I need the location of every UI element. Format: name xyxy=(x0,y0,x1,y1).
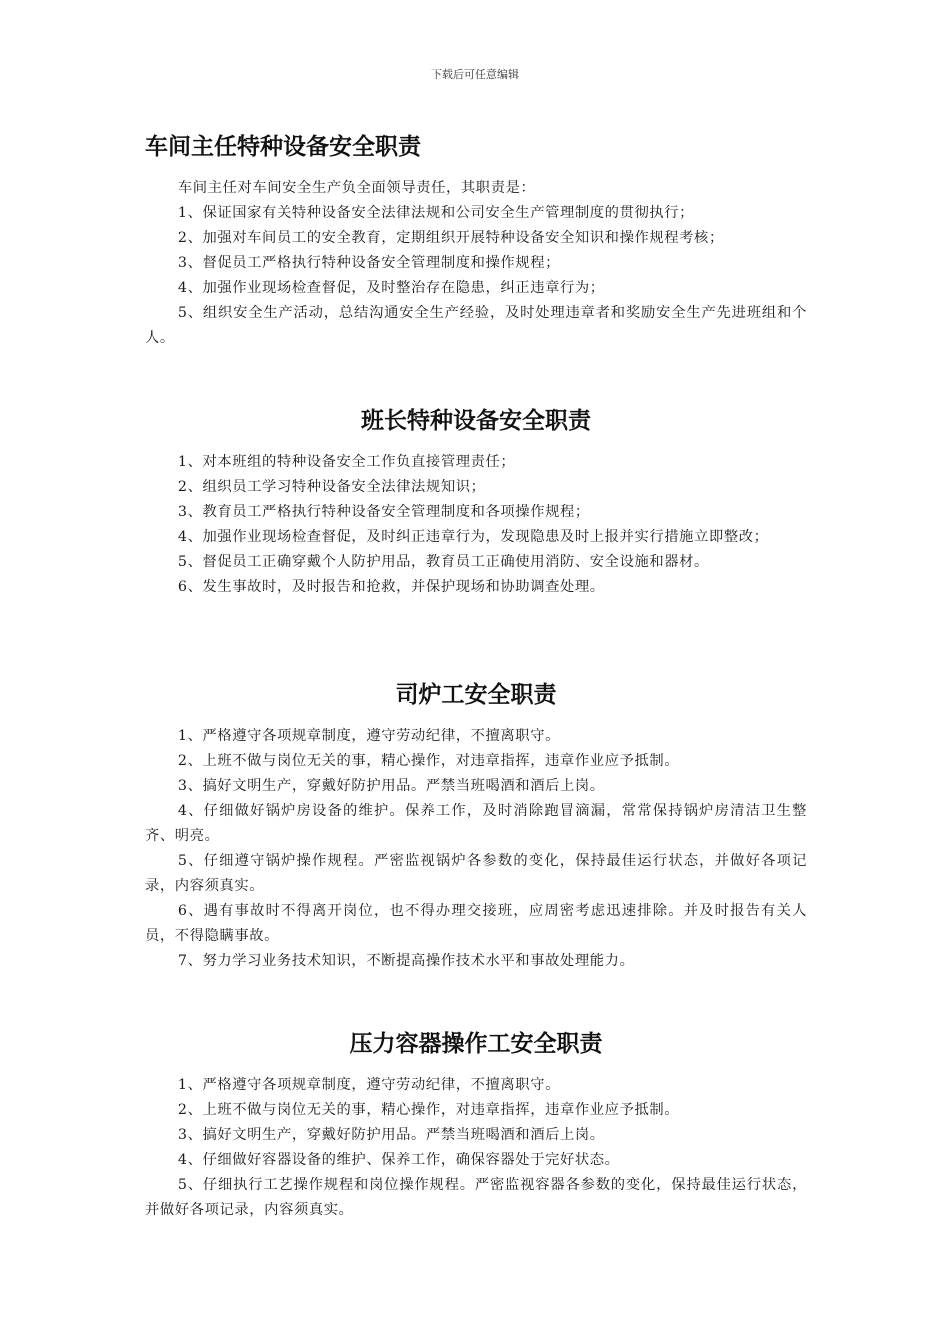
page-header: 下载后可任意编辑 xyxy=(431,68,519,81)
paragraph: 2、组织员工学习特种设备安全法律法规知识； xyxy=(177,479,486,495)
paragraph: 6、遇有事故时不得离开岗位，也不得办理交接班，应周密考虑迅速排除。并及时报告有关人员，不得隐瞒事故。 xyxy=(145,903,807,944)
paragraph: 3、搞好文明生产，穿戴好防护用品。严禁当班喝酒和酒后上岗。 xyxy=(177,1127,605,1143)
paragraph: 3、督促员工严格执行特种设备安全管理制度和操作规程； xyxy=(177,255,560,271)
section-pressure-vessel-operator xyxy=(145,1029,807,1223)
section-workshop-director xyxy=(145,132,807,351)
section-title: 班长特种设备安全职责 xyxy=(361,408,591,434)
paragraph: 车间主任对车间安全生产负全面领导责任，其职责是： xyxy=(177,180,536,196)
section-boiler-operator xyxy=(145,680,807,974)
paragraph: 1、对本班组的特种设备安全工作负直接管理责任； xyxy=(177,454,516,470)
paragraph: 5、仔细遵守锅炉操作规程。严密监视锅炉各参数的变化，保持最佳运行状态，并做好各项记录，内容须真实。 xyxy=(145,853,807,894)
paragraph: 2、上班不做与岗位无关的事，精心操作，对违章指挥，违章作业应予抵制。 xyxy=(177,1102,680,1118)
paragraph: 1、严格遵守各项规章制度，遵守劳动纪律，不擅离职守。 xyxy=(177,728,560,744)
paragraph: 5、仔细执行工艺操作规程和岗位操作规程。严密监视容器各参数的变化，保持最佳运行状态，并做好各项记录，内容须真实。 xyxy=(145,1177,807,1218)
paragraph: 2、加强对车间员工的安全教育，定期组织开展特种设备安全知识和操作规程考核； xyxy=(177,230,724,246)
paragraph: 4、加强作业现场检查督促，及时纠正违章行为，发现隐患及时上报并实行措施立即整改； xyxy=(177,529,769,545)
paragraph: 6、发生事故时，及时报告和抢救，并保护现场和协助调查处理。 xyxy=(177,579,605,595)
section-team-leader xyxy=(145,406,807,600)
section-title: 司炉工安全职责 xyxy=(395,682,557,708)
paragraph: 3、教育员工严格执行特种设备安全管理制度和各项操作规程； xyxy=(177,504,590,520)
paragraph: 3、搞好文明生产，穿戴好防护用品。严禁当班喝酒和酒后上岗。 xyxy=(177,778,605,794)
paragraph: 7、努力学习业务技术知识，不断提高操作技术水平和事故处理能力。 xyxy=(177,953,635,969)
paragraph: 4、加强作业现场检查督促，及时整治存在隐患，纠正违章行为； xyxy=(177,280,605,296)
paragraph: 1、保证国家有关特种设备安全法律法规和公司安全生产管理制度的贯彻执行； xyxy=(177,205,695,221)
paragraph: 5、督促员工正确穿戴个人防护用品，教育员工正确使用消防、安全设施和器材。 xyxy=(177,554,709,570)
paragraph: 4、仔细做好锅炉房设备的维护。保养工作，及时消除跑冒滴漏，常常保持锅炉房清洁卫生整齐、明亮。 xyxy=(145,803,807,844)
section-title: 压力容器操作工安全职责 xyxy=(349,1031,603,1057)
paragraph: 5、组织安全生产活动，总结沟通安全生产经验，及时处理违章者和奖励安全生产先进班组和个人。 xyxy=(145,305,807,346)
paragraph: 4、仔细做好容器设备的维护、保养工作，确保容器处于完好状态。 xyxy=(177,1152,620,1168)
paragraph: 2、上班不做与岗位无关的事，精心操作，对违章指挥，违章作业应予抵制。 xyxy=(177,753,680,769)
paragraph: 1、严格遵守各项规章制度，遵守劳动纪律，不擅离职守。 xyxy=(177,1077,560,1093)
section-title: 车间主任特种设备安全职责 xyxy=(145,134,421,160)
